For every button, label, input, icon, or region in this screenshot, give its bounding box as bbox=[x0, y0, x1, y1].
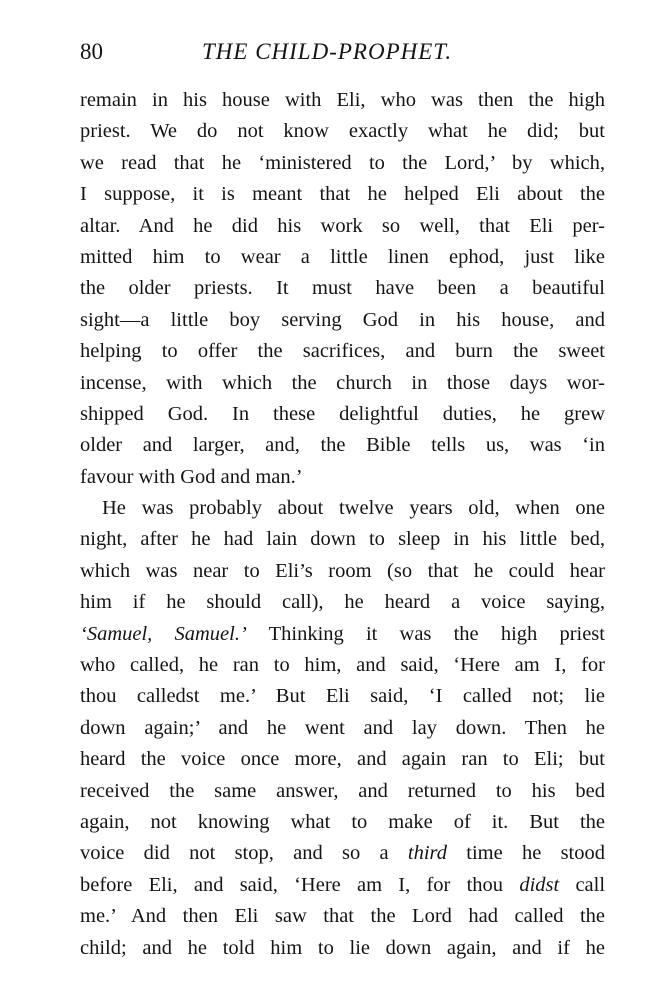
text-line: who called, he ran to him, and said, ‘Here am I, for bbox=[80, 654, 605, 677]
text-line: I suppose, it is meant that he helped Eli about the bbox=[80, 183, 605, 206]
text-line bbox=[80, 870, 605, 901]
italic-text: ‘Samuel, Samuel.’ bbox=[80, 622, 247, 645]
paragraph-2 bbox=[80, 493, 605, 964]
text-line: mitted him to wear a little linen ephod, just like bbox=[80, 245, 605, 268]
text-line: night, after he had lain down to sleep in his little bed, bbox=[80, 528, 605, 551]
text-line: again, not knowing what to make of it. But the bbox=[80, 810, 605, 833]
text-line: incense, with which the church in those days wor- bbox=[80, 371, 605, 394]
text-line bbox=[80, 619, 605, 650]
text-segment: voice did not stop, and so a bbox=[80, 842, 389, 865]
text-segment: Thinking it was the high priest bbox=[268, 622, 605, 645]
text-line: older and larger, and, the Bible tells us, was ‘in bbox=[80, 434, 605, 457]
text-line: thou calledst me.’ But Eli said, ‘I called not; lie bbox=[80, 685, 605, 708]
text-line: which was near to Eli’s room (so that he could hear bbox=[80, 559, 605, 582]
text-line: received the same answer, and returned to his bed bbox=[80, 779, 605, 802]
text-line: down again;’ and he went and lay down. Then he bbox=[80, 716, 605, 739]
text-segment: before Eli, and said, ‘Here am I, for thou bbox=[80, 873, 504, 896]
running-head bbox=[80, 36, 605, 68]
text-line: helping to offer the sacrifices, and burn the sweet bbox=[80, 340, 605, 363]
text-segment: time he stood bbox=[466, 842, 605, 865]
text-line: child; and he told him to lie down again, and if he bbox=[80, 936, 605, 959]
text-line: shipped God. In these delightful duties, he grew bbox=[80, 402, 605, 425]
running-title: THE CHILD-PROPHET. bbox=[202, 39, 453, 64]
text-line: him if he should call), he heard a voice saying, bbox=[80, 591, 605, 614]
text-segment: call bbox=[575, 873, 605, 896]
text-line: the older priests. It must have been a beautiful bbox=[80, 277, 605, 300]
text-line: heard the voice once more, and again ran to Eli; but bbox=[80, 748, 605, 771]
page-number: 80 bbox=[80, 39, 103, 64]
text-line: priest. We do not know exactly what he did; but bbox=[80, 120, 605, 143]
paragraph-1 bbox=[80, 85, 605, 493]
text-line: He was probably about twelve years old, when one bbox=[102, 497, 605, 520]
italic-text: third bbox=[407, 842, 447, 865]
text-line: sight—a little boy serving God in his house, and bbox=[80, 308, 605, 331]
text-line: remain in his house with Eli, who was then the high bbox=[80, 89, 605, 111]
body-text bbox=[80, 85, 605, 964]
italic-text: didst bbox=[519, 873, 560, 896]
text-line: we read that he ‘ministered to the Lord,’ by which, bbox=[80, 151, 605, 174]
text-line: favour with God and man.’ bbox=[80, 465, 303, 488]
text-line: altar. And he did his work so well, that Eli per- bbox=[80, 214, 605, 237]
text-line bbox=[80, 838, 605, 869]
text-line: me.’ And then Eli saw that the Lord had called the bbox=[80, 905, 605, 928]
